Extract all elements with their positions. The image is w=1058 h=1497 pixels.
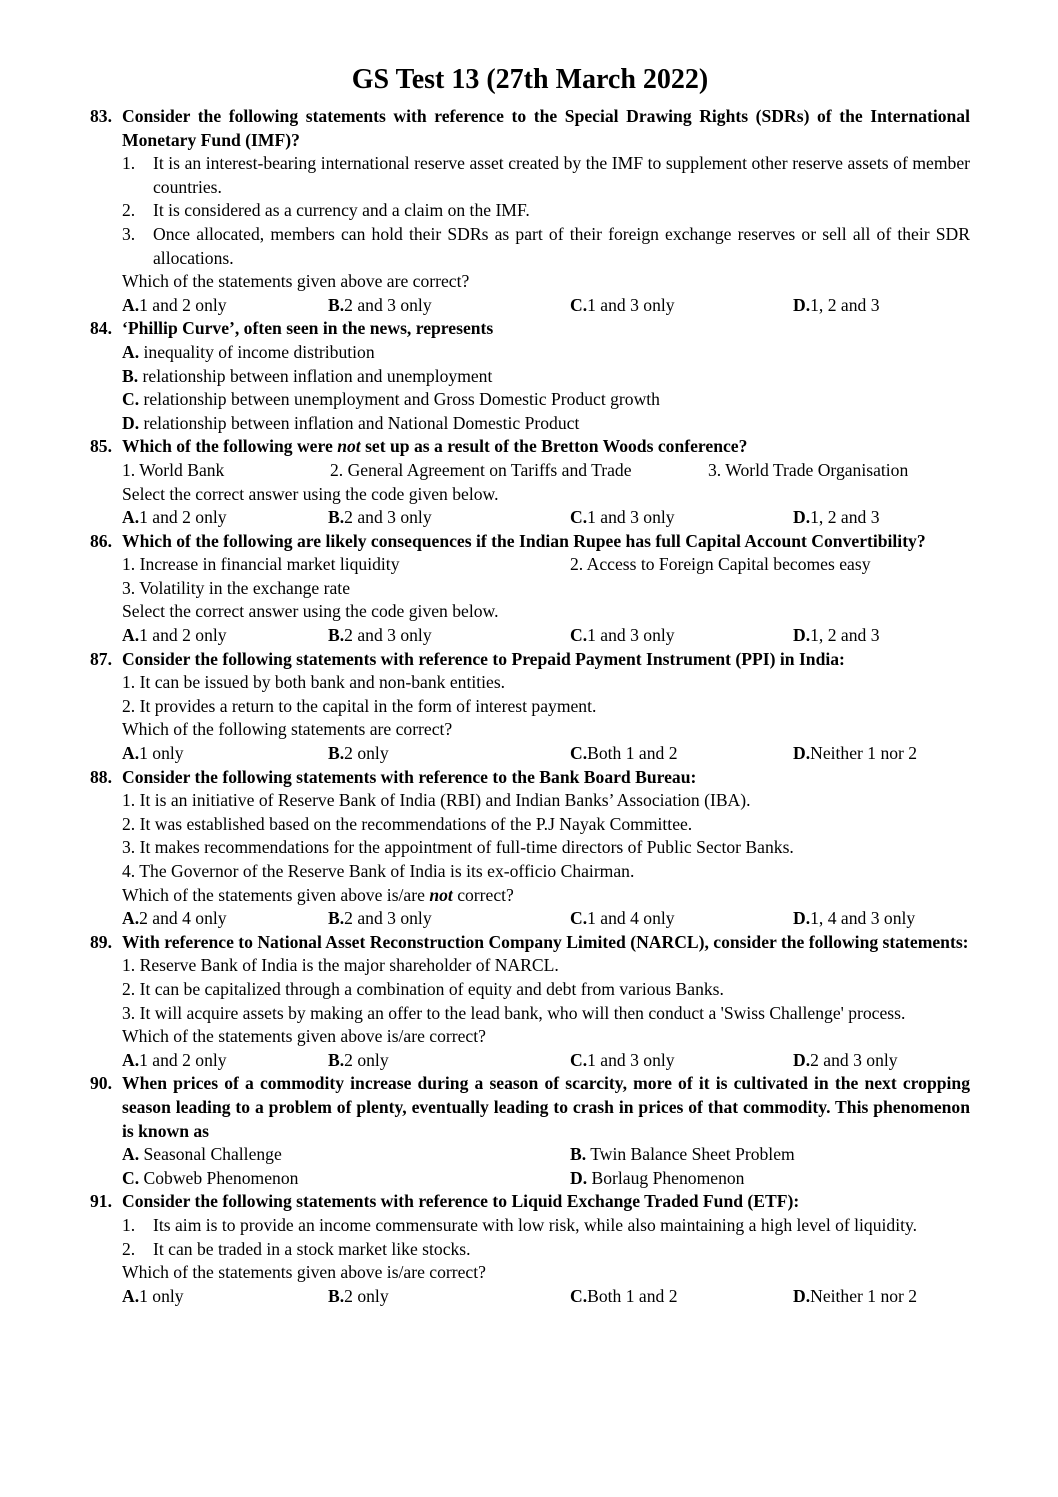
- question-83: [90, 105, 970, 317]
- question-text: Consider the following statements with reference to the Bank Board Bureau:: [122, 766, 697, 787]
- answer-options-row-2: [122, 1167, 970, 1191]
- question-number: 91.: [90, 1191, 112, 1212]
- option-b: B.2 and 3 only: [328, 294, 432, 315]
- question-87: [90, 648, 970, 766]
- answer-options: [122, 1285, 970, 1309]
- option-a: A.1 only: [122, 743, 184, 764]
- option-b: B. Twin Balance Sheet Problem: [570, 1144, 795, 1165]
- option-c: C.1 and 3 only: [570, 294, 675, 315]
- option-b: B.2 and 3 only: [328, 625, 432, 646]
- statement-1: 1. It is an interest-bearing international reserve asset created by the IMF to supplement other reserve assets of member countries.: [122, 153, 970, 197]
- question-text: When prices of a commodity increase during a season of scarcity, more of it is cultivated in the next cropping season leading to a problem of plenty, eventually leading to crash in prices of that commodity. This phenomenon is known as: [122, 1073, 970, 1141]
- option-c: C.Both 1 and 2: [570, 743, 678, 764]
- question-number: 86.: [90, 530, 112, 551]
- option-c: C.1 and 3 only: [570, 625, 675, 646]
- statement-2: 2. Access to Foreign Capital becomes easy: [570, 554, 871, 575]
- option-d: D.1, 2 and 3: [793, 625, 880, 646]
- document-page: [90, 62, 970, 1308]
- option-c: C.1 and 3 only: [570, 1049, 675, 1070]
- option-a: A.1 and 2 only: [122, 1049, 227, 1070]
- statement-1: 1. Reserve Bank of India is the major shareholder of NARCL.: [122, 955, 559, 976]
- answer-options: [122, 1049, 970, 1073]
- answer-options-row-1: [122, 1143, 970, 1167]
- option-c: C.1 and 4 only: [570, 908, 675, 929]
- question-prompt: Which of the statements given above is/are correct?: [122, 1026, 486, 1047]
- question-86: [90, 530, 970, 648]
- statement-3: 3. Volatility in the exchange rate: [122, 577, 351, 598]
- option-a: A.1 and 2 only: [122, 625, 227, 646]
- statement-1: 1. It is an initiative of Reserve Bank of India (RBI) and Indian Banks’ Association (IBA).: [122, 790, 751, 811]
- question-text: ‘Phillip Curve’, often seen in the news, represents: [122, 318, 494, 339]
- question-text: With reference to National Asset Reconstruction Company Limited (NARCL), consider the following statements:: [122, 931, 969, 952]
- statement-2: 2. It can be capitalized through a combination of equity and debt from various Banks.: [122, 978, 724, 999]
- question-88: [90, 766, 970, 931]
- answer-options: [122, 624, 970, 648]
- option-d: D.2 and 3 only: [793, 1049, 898, 1070]
- option-b: B.2 and 3 only: [328, 507, 432, 528]
- option-a: A.2 and 4 only: [122, 908, 227, 929]
- question-number: 89.: [90, 931, 112, 952]
- option-a: A.1 only: [122, 1285, 184, 1306]
- question-text: Which of the following are likely consequences if the Indian Rupee has full Capital Account Convertibility?: [122, 530, 926, 551]
- question-prompt: Select the correct answer using the code given below.: [122, 483, 499, 504]
- option-c: C. Cobweb Phenomenon: [122, 1167, 299, 1188]
- statement-1: 1. It can be issued by both bank and non-bank entities.: [122, 672, 506, 693]
- option-d: D. Borlaug Phenomenon: [570, 1167, 745, 1188]
- statement-3: 3. It makes recommendations for the appointment of full-time directors of Public Sector Banks.: [122, 837, 794, 858]
- statement-4: 4. The Governor of the Reserve Bank of India is its ex-officio Chairman.: [122, 861, 635, 881]
- question-85: [90, 435, 970, 529]
- statement-3: 3. Once allocated, members can hold their SDRs as part of their foreign exchange reserves or sell all of their SDR allocations.: [122, 223, 970, 268]
- question-text: Consider the following statements with reference to Prepaid Payment Instrument (PPI) in India:: [122, 648, 845, 669]
- question-number: 88.: [90, 766, 112, 787]
- option-d: D.1, 4 and 3 only: [793, 908, 916, 929]
- question-prompt: Which of the statements given above is/are not correct?: [122, 884, 514, 905]
- option-b: B. relationship between inflation and unemployment: [122, 365, 493, 386]
- statement-row: [122, 553, 970, 577]
- answer-options: [122, 907, 970, 931]
- option-a: A. inequality of income distribution: [122, 341, 375, 362]
- option-c: C.1 and 3 only: [570, 507, 675, 528]
- question-prompt: Select the correct answer using the code given below.: [122, 601, 499, 622]
- option-b: B.2 only: [328, 1285, 389, 1306]
- question-text: Which of the following were not set up as a result of the Bretton Woods conference?: [122, 436, 748, 457]
- option-d: D. relationship between inflation and National Domestic Product: [122, 412, 580, 433]
- option-a: A.1 and 2 only: [122, 507, 227, 528]
- question-text: Consider the following statements with reference to the Special Drawing Rights (SDRs) of the International Monetary Fund (IMF)?: [122, 106, 970, 150]
- statement-1: 1. Its aim is to provide an income commensurate with low risk, while also maintaining a high level of liquidity.: [122, 1214, 918, 1235]
- statement-2: 2. It was established based on the recommendations of the P.J Nayak Committee.: [122, 813, 693, 834]
- statement-2: 2. It can be traded in a stock market like stocks.: [122, 1238, 471, 1259]
- statement-1: 1. World Bank: [122, 459, 225, 480]
- statement-2: 2. It is considered as a currency and a claim on the IMF.: [122, 200, 530, 221]
- question-number: 83.: [90, 106, 112, 126]
- answer-options: [122, 506, 970, 530]
- answer-options: [122, 742, 970, 766]
- option-d: D.Neither 1 nor 2: [793, 743, 918, 764]
- statement-2: 2. It provides a return to the capital in the form of interest payment.: [122, 695, 597, 716]
- option-b: B.2 only: [328, 743, 389, 764]
- question-89: [90, 931, 970, 1073]
- option-d: D.1, 2 and 3: [793, 507, 880, 528]
- option-c: C.Both 1 and 2: [570, 1285, 678, 1306]
- question-text: Consider the following statements with reference to Liquid Exchange Traded Fund (ETF):: [122, 1191, 800, 1212]
- question-prompt: Which of the following statements are correct?: [122, 719, 453, 740]
- question-91: [90, 1190, 970, 1308]
- question-84: [90, 317, 970, 435]
- question-prompt: Which of the statements given above are correct?: [122, 271, 470, 292]
- statement-3: 3. World Trade Organisation: [708, 459, 909, 480]
- statement-2: 2. General Agreement on Tariffs and Trade: [330, 459, 632, 480]
- statement-3: 3. It will acquire assets by making an offer to the lead bank, who will then conduct a 'Swiss Challenge' process.: [122, 1002, 906, 1023]
- question-number: 90.: [90, 1073, 112, 1094]
- question-number: 84.: [90, 318, 112, 339]
- page-title: GS Test 13 (27th March 2022): [351, 64, 709, 95]
- option-c: C. relationship between unemployment and Gross Domestic Product growth: [122, 389, 660, 410]
- statement-row: [122, 459, 970, 483]
- question-number: 87.: [90, 648, 112, 669]
- question-90: [90, 1072, 970, 1190]
- answer-options: [122, 294, 970, 318]
- question-prompt: Which of the statements given above is/are correct?: [122, 1262, 486, 1283]
- option-d: D.Neither 1 nor 2: [793, 1285, 918, 1306]
- option-a: A.1 and 2 only: [122, 294, 227, 315]
- option-b: B.2 and 3 only: [328, 908, 432, 929]
- statement-1: 1. Increase in financial market liquidity: [122, 554, 400, 575]
- option-b: B.2 only: [328, 1049, 389, 1070]
- question-number: 85.: [90, 436, 112, 457]
- option-d: D.1, 2 and 3: [793, 294, 880, 315]
- option-a: A. Seasonal Challenge: [122, 1144, 282, 1165]
